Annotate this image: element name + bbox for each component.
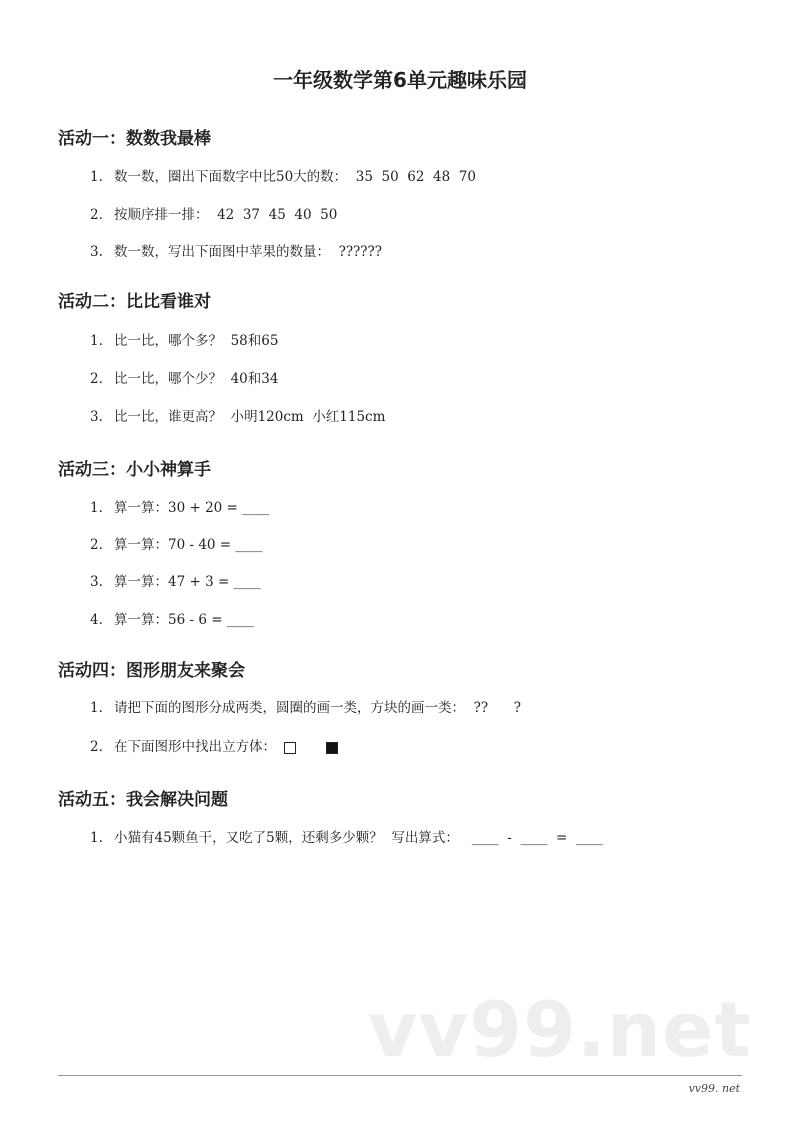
item-text: 算一算：30 + 20 = ____ <box>114 500 270 516</box>
filled-square-icon <box>326 742 338 754</box>
item-text: 比一比，哪个多？ 58和65 <box>114 333 279 349</box>
watermark: vv99.net <box>368 985 752 1074</box>
list-item <box>90 329 278 349</box>
section-heading: 活动一：数数我最棒 <box>58 129 211 149</box>
list-item <box>90 405 385 425</box>
item-number: 1. <box>90 700 103 716</box>
list-item <box>90 240 382 260</box>
footer-text: vv99. net <box>688 1082 740 1095</box>
item-text: 算一算：56 - 6 = ____ <box>114 612 254 628</box>
item-number: 1. <box>90 830 103 846</box>
page-title: 一年级数学第6单元趣味乐园 <box>273 68 527 92</box>
item-text: 算一算：47 + 3 = ____ <box>114 574 261 590</box>
item-text: 在下面图形中找出立方体： <box>114 739 276 755</box>
list-item <box>90 496 269 516</box>
list-item <box>90 533 262 553</box>
item-text: 请把下面的图形分成两类，圆圈的画一类，方块的画一类： ?? ? <box>114 700 522 716</box>
item-text: 按顺序排一排： 42 37 45 40 50 <box>114 207 338 223</box>
item-text: 比一比，谁更高？ 小明120cm 小红115cm <box>114 409 386 425</box>
item-text: 算一算：70 - 40 = ____ <box>114 537 263 553</box>
section-heading: 活动四：图形朋友来聚会 <box>58 661 245 681</box>
section-heading: 活动二：比比看谁对 <box>58 292 211 312</box>
item-number: 2. <box>90 739 103 755</box>
item-text: 数一数，圈出下面数字中比50大的数： 35 50 62 48 70 <box>114 169 476 185</box>
list-item <box>90 696 521 716</box>
item-text: 数一数，写出下面图中苹果的数量： ?????? <box>114 244 383 260</box>
list-item <box>90 203 337 223</box>
item-number: 2. <box>90 207 103 223</box>
list-item <box>90 165 476 185</box>
item-number: 4. <box>90 612 103 628</box>
list-item <box>90 367 278 387</box>
footer-divider <box>58 1075 742 1076</box>
list-item <box>90 570 261 590</box>
item-number: 3. <box>90 574 103 590</box>
item-text: 比一比，哪个少？ 40和34 <box>114 371 279 387</box>
item-number: 1. <box>90 169 103 185</box>
item-number: 3. <box>90 244 103 260</box>
item-number: 2. <box>90 537 103 553</box>
item-number: 1. <box>90 333 103 349</box>
item-number: 2. <box>90 371 103 387</box>
item-number: 1. <box>90 500 103 516</box>
section-heading: 活动五：我会解决问题 <box>58 790 228 810</box>
list-item <box>90 735 338 755</box>
item-text: 小猫有45颗鱼干，又吃了5颗，还剩多少颗？ 写出算式： ____ - ____ = ____ <box>114 830 603 846</box>
list-item <box>90 608 254 628</box>
list-item <box>90 826 603 846</box>
section-heading: 活动三：小小神算手 <box>58 460 211 480</box>
empty-square-icon <box>284 742 296 754</box>
item-number: 3. <box>90 409 103 425</box>
